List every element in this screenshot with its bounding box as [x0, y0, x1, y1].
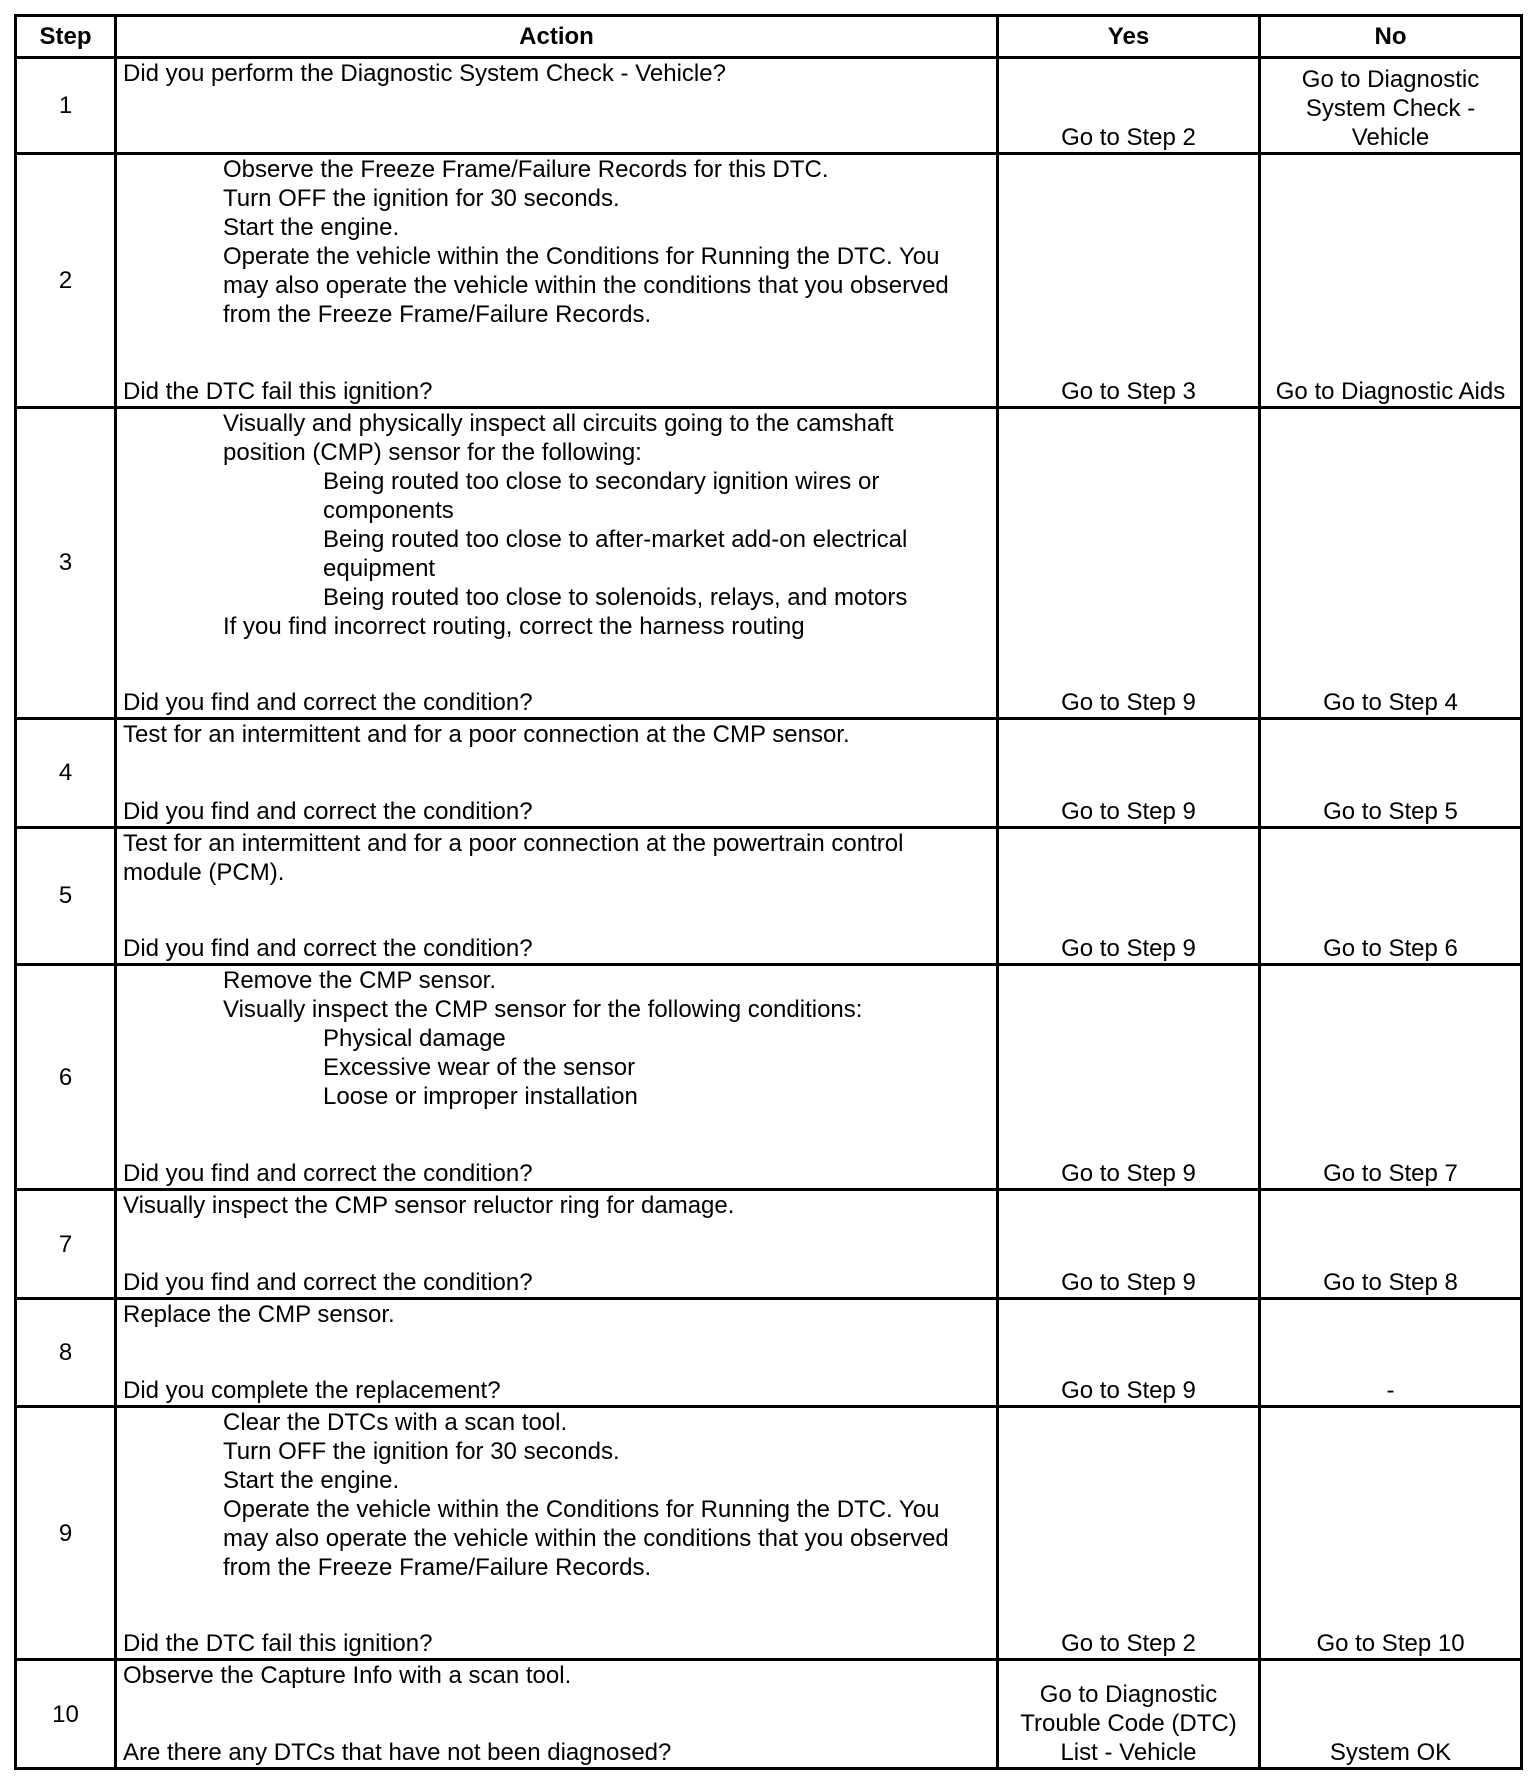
action-cell — [116, 1190, 998, 1299]
action-line: components — [323, 496, 454, 524]
step-cell: 5 — [16, 827, 116, 965]
action-content — [123, 409, 990, 717]
action-line: Visually and physically inspect all circuits going to the camshaft — [223, 409, 894, 437]
yes-cell — [998, 1407, 1260, 1660]
action-question: Did you find and correct the condition? — [123, 1160, 533, 1188]
action-line: Visually inspect the CMP sensor for the following conditions: — [223, 996, 863, 1024]
table-row — [16, 58, 1522, 154]
action-line: from the Freeze Frame/Failure Records. — [223, 301, 652, 329]
no-line: Go to Step 7 — [1323, 1160, 1458, 1188]
action-line: Test for an intermittent and for a poor connection at the powertrain control — [123, 829, 904, 857]
action-instructions — [123, 409, 990, 641]
step-cell: 2 — [16, 154, 116, 407]
yes-line: Go to Step 9 — [1061, 689, 1196, 717]
no-line: Go to Diagnostic Aids — [1275, 377, 1506, 405]
action-instructions — [123, 829, 990, 887]
header-action: Action — [116, 16, 998, 58]
action-line: Loose or improper installation — [323, 1083, 638, 1111]
action-content — [123, 1300, 990, 1406]
header-no: No — [1260, 16, 1522, 58]
action-line: from the Freeze Frame/Failure Records. — [223, 1554, 652, 1582]
no-line: Go to Step 10 — [1316, 1630, 1465, 1658]
action-content — [123, 1191, 990, 1297]
step-cell: 1 — [16, 58, 116, 154]
step-cell: 3 — [16, 407, 116, 718]
action-content — [123, 1661, 990, 1767]
action-line: Being routed too close to secondary ignition wires or — [323, 467, 880, 495]
yes-line: Go to Step 9 — [1061, 797, 1196, 825]
action-question: Did you find and correct the condition? — [123, 1268, 533, 1296]
yes-cell — [998, 407, 1260, 718]
action-cell — [116, 58, 998, 154]
action-content — [123, 720, 990, 826]
table-row — [16, 719, 1522, 828]
action-instructions — [123, 1408, 990, 1582]
yes-cell — [998, 154, 1260, 407]
action-instructions — [123, 720, 990, 749]
yes-cell — [998, 965, 1260, 1190]
action-line: Start the engine. — [223, 214, 400, 242]
no-line: Go to Diagnostic — [1301, 66, 1480, 94]
action-line: Turn OFF the ignition for 30 seconds. — [223, 1438, 620, 1466]
yes-line: Go to Step 2 — [1061, 1630, 1196, 1658]
action-content — [123, 966, 990, 1188]
action-cell — [116, 1407, 998, 1660]
action-line: Visually inspect the CMP sensor reluctor ring for damage. — [123, 1192, 735, 1220]
no-cell — [1260, 1298, 1522, 1407]
table-row — [16, 965, 1522, 1190]
no-line: System OK — [1329, 1739, 1452, 1766]
no-line: System Check - — [1305, 95, 1476, 123]
action-line: Physical damage — [323, 1025, 506, 1053]
step-cell: 9 — [16, 1407, 116, 1660]
step-cell: 8 — [16, 1298, 116, 1407]
action-line: equipment — [323, 554, 436, 582]
action-line: Remove the CMP sensor. — [223, 967, 497, 995]
diagnostic-table-wrapper — [14, 14, 1520, 1770]
action-question: Did you find and correct the condition? — [123, 797, 533, 825]
no-cell — [1260, 407, 1522, 718]
header-step: Step — [16, 16, 116, 58]
action-line: Being routed too close to after-market add-on electrical — [323, 525, 908, 553]
action-question: Did the DTC fail this ignition? — [123, 1630, 433, 1658]
action-cell — [116, 827, 998, 965]
action-question: Did the DTC fail this ignition? — [123, 377, 433, 405]
yes-line: Go to Step 9 — [1061, 1377, 1196, 1405]
action-instructions — [123, 59, 990, 88]
yes-cell — [998, 827, 1260, 965]
table-row — [16, 1190, 1522, 1299]
action-question: Did you find and correct the condition? — [123, 689, 533, 717]
action-instructions — [123, 155, 990, 329]
action-line: Observe the Capture Info with a scan tool. — [123, 1662, 572, 1690]
no-line: Vehicle — [1351, 124, 1430, 152]
table-row — [16, 154, 1522, 407]
step-cell: 6 — [16, 965, 116, 1190]
no-cell — [1260, 965, 1522, 1190]
action-cell — [116, 407, 998, 718]
no-cell — [1260, 58, 1522, 154]
no-cell — [1260, 1660, 1522, 1769]
yes-line: Go to Step 9 — [1061, 1268, 1196, 1296]
action-content — [123, 829, 990, 964]
no-cell — [1260, 1407, 1522, 1660]
table-row — [16, 407, 1522, 718]
action-line: Test for an intermittent and for a poor connection at the CMP sensor. — [123, 721, 850, 749]
yes-cell — [998, 719, 1260, 828]
no-cell — [1260, 719, 1522, 828]
step-cell: 4 — [16, 719, 116, 828]
step-cell: 7 — [16, 1190, 116, 1299]
action-line: Replace the CMP sensor. — [123, 1300, 395, 1328]
action-instructions — [123, 1661, 990, 1690]
diagnostic-table — [14, 14, 1523, 1770]
table-row — [16, 1660, 1522, 1769]
yes-cell — [998, 1190, 1260, 1299]
yes-line: Go to Step 9 — [1061, 1160, 1196, 1188]
no-line: Go to Step 4 — [1323, 689, 1458, 717]
yes-line: Go to Diagnostic — [1039, 1681, 1218, 1708]
no-line: Go to Step 5 — [1323, 797, 1458, 825]
action-content — [123, 1408, 990, 1658]
table-row — [16, 827, 1522, 965]
no-cell — [1260, 1190, 1522, 1299]
no-cell — [1260, 827, 1522, 965]
action-cell — [116, 719, 998, 828]
action-instructions — [123, 966, 990, 1111]
action-line: Excessive wear of the sensor — [323, 1054, 636, 1082]
no-line: Go to Step 8 — [1323, 1268, 1458, 1296]
action-line: Did you perform the Diagnostic System Check - Vehicle? — [123, 60, 726, 87]
action-line: module (PCM). — [123, 858, 285, 886]
action-line: Clear the DTCs with a scan tool. — [223, 1409, 568, 1437]
action-line: may also operate the vehicle within the conditions that you observed — [223, 1525, 949, 1553]
action-question: Are there any DTCs that have not been diagnosed? — [123, 1739, 672, 1766]
yes-line: List - Vehicle — [1060, 1739, 1197, 1766]
action-line: Operate the vehicle within the Conditions for Running the DTC. You — [223, 243, 940, 271]
action-content — [123, 155, 990, 405]
action-line: position (CMP) sensor for the following: — [223, 438, 642, 466]
action-cell — [116, 1298, 998, 1407]
table-body — [16, 58, 1522, 1769]
action-instructions — [123, 1191, 990, 1220]
action-line: Turn OFF the ignition for 30 seconds. — [223, 185, 620, 213]
table-row — [16, 1407, 1522, 1660]
yes-cell — [998, 58, 1260, 154]
step-cell: 10 — [16, 1660, 116, 1769]
yes-cell — [998, 1660, 1260, 1769]
action-question: Did you complete the replacement? — [123, 1377, 501, 1405]
action-content — [123, 59, 990, 152]
yes-line: Go to Step 2 — [1061, 124, 1196, 152]
yes-cell — [998, 1298, 1260, 1407]
no-line: - — [1386, 1377, 1395, 1405]
action-instructions — [123, 1300, 990, 1329]
yes-line: Go to Step 9 — [1061, 935, 1196, 963]
table-row — [16, 1298, 1522, 1407]
yes-line: Go to Step 3 — [1061, 377, 1196, 405]
action-line: Observe the Freeze Frame/Failure Records for this DTC. — [223, 156, 829, 184]
action-line: Start the engine. — [223, 1467, 400, 1495]
action-line: Operate the vehicle within the Conditions for Running the DTC. You — [223, 1496, 940, 1524]
header-yes: Yes — [998, 16, 1260, 58]
action-cell — [116, 965, 998, 1190]
yes-line: Trouble Code (DTC) — [1020, 1710, 1237, 1737]
action-line: If you find incorrect routing, correct the harness routing — [223, 612, 805, 640]
no-line: Go to Step 6 — [1323, 935, 1458, 963]
action-cell — [116, 154, 998, 407]
no-cell — [1260, 154, 1522, 407]
table-header-row — [16, 16, 1522, 58]
action-question: Did you find and correct the condition? — [123, 935, 533, 963]
action-line: may also operate the vehicle within the conditions that you observed — [223, 272, 949, 300]
action-line: Being routed too close to solenoids, relays, and motors — [323, 583, 908, 611]
action-cell — [116, 1660, 998, 1769]
